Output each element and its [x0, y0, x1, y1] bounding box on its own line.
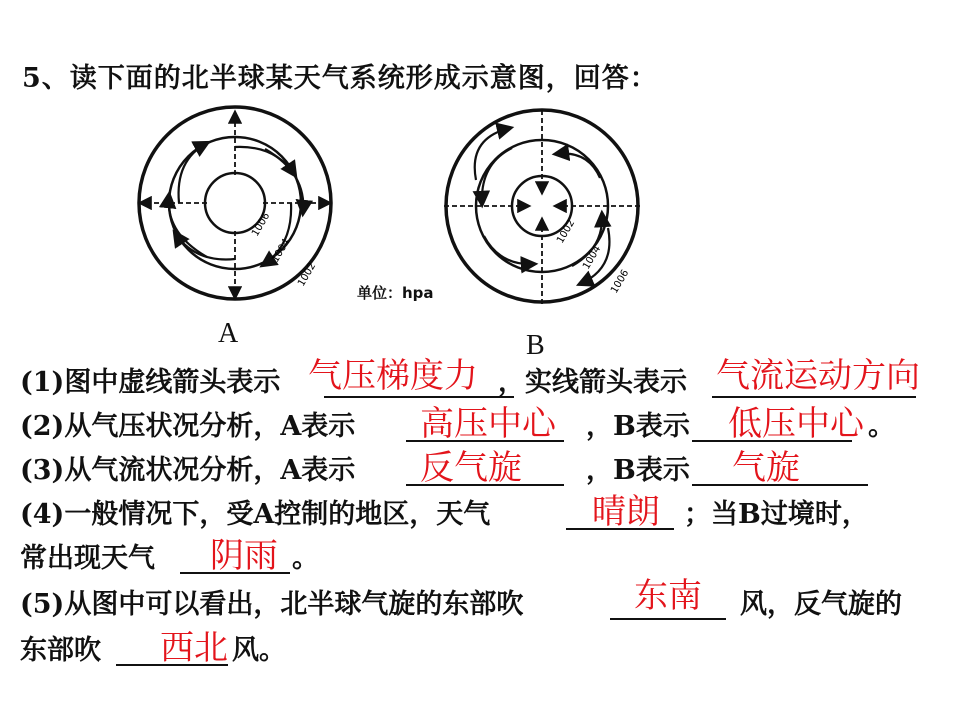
line2-text-3: 。 [868, 411, 895, 442]
line4-answer-1: 晴朗 [592, 492, 660, 532]
line7-text-2: 风。 [232, 635, 286, 666]
diagram-b-label: B [526, 330, 545, 361]
isobar-label-a1: 1006 [250, 210, 273, 239]
line3-answer-1: 反气旋 [420, 448, 522, 488]
line2-answer-2: 低压中心 [728, 404, 864, 444]
line1-answer-2: 气流运动方向 [716, 356, 920, 396]
isobar-label-a3: 1002 [296, 260, 319, 289]
line5-text-2: 。 [292, 543, 319, 574]
line2-text-1: (2)从气压状况分析，A表示 [20, 411, 356, 442]
line7-text-1: 东部吹 [20, 635, 101, 666]
line1-text-2: ，实线箭头表示 [498, 367, 687, 398]
unit-label: 单位：hpa [357, 284, 434, 302]
isobar-label-b3: 1006 [609, 267, 632, 296]
line2-text-2: ，B表示 [586, 411, 690, 442]
diagram-a-label: A [218, 318, 239, 349]
line4-text-2: ；当B过境时， [684, 499, 869, 530]
line7-answer-1: 西北 [160, 628, 228, 668]
isobar-label-b1: 1002 [555, 217, 578, 246]
isobar-label-a2: 1004 [270, 236, 293, 265]
question-title: 5、读下面的北半球某天气系统形成示意图，回答： [22, 63, 658, 94]
line2-answer-1: 高压中心 [420, 404, 556, 444]
line6-answer-1: 东南 [634, 576, 702, 616]
line3-text-1: (3)从气流状况分析，A表示 [20, 455, 356, 486]
line1-text-1: (1)图中虚线箭头表示 [20, 367, 281, 398]
line5-answer-1: 阴雨 [210, 536, 278, 576]
line3-text-2: ，B表示 [586, 455, 690, 486]
line3-answer-2: 气旋 [732, 448, 800, 488]
diagram-b-cyclone [440, 108, 650, 313]
line6-text-1: (5)从图中可以看出，北半球气旋的东部吹 [20, 589, 524, 620]
diagram-a-anticyclone [135, 105, 345, 310]
isobar-label-b2: 1004 [581, 243, 604, 272]
line4-text-1: (4)一般情况下，受A控制的地区，天气 [20, 499, 491, 530]
line6-text-2: 风，反气旋的 [740, 589, 902, 620]
line1-answer-1: 气压梯度力 [308, 356, 478, 396]
line5-text-1: 常出现天气 [20, 543, 155, 574]
